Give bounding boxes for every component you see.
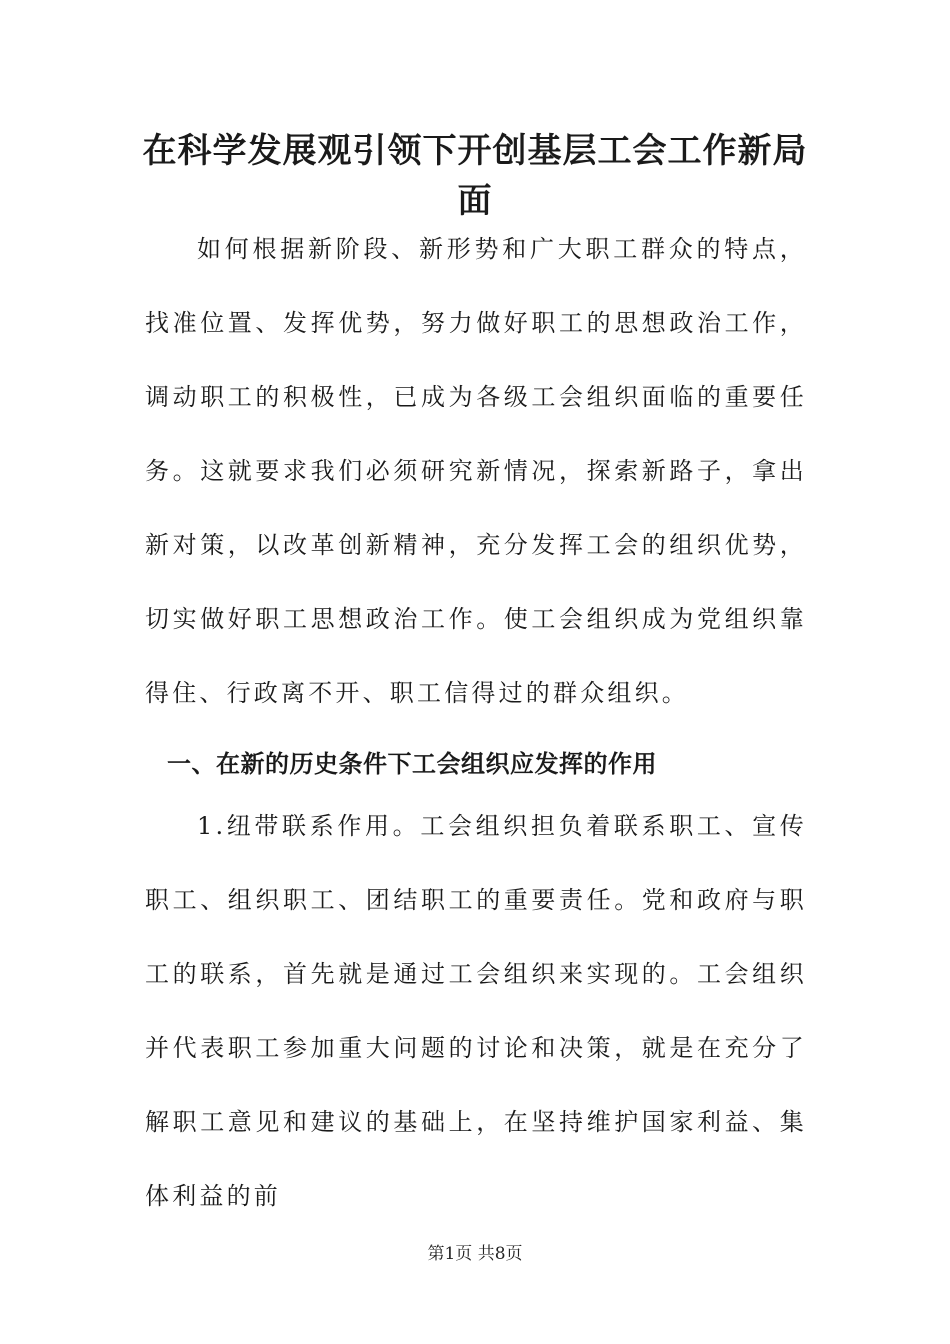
document-title: 在科学发展观引领下开创基层工会工作新局面	[142, 131, 808, 221]
page-number-footer: 第1页 共8页	[427, 1244, 523, 1264]
intro-paragraph: 如何根据新阶段、新形势和广大职工群众的特点，找准位置、发挥优势，努力做好职工的思想政治工作，调动职工的积极性，已成为各级工会组织面临的重要任务。这就要求我们必须研究新情况，探索新路子，拿出新对策，以改革创新精神，充分发挥工会的组织优势，切实做好职工思想政治工作。使工会组织成为党组织靠得住、行政离不开、职工信得过的群众组织。	[145, 235, 807, 707]
section-heading: 一、在新的历史条件下工会组织应发挥的作用	[167, 750, 657, 778]
body-paragraph: 1.纽带联系作用。工会组织担负着联系职工、宣传职工、组织职工、团结职工的重要责任。党和政府与职工的联系，首先就是通过工会组织来实现的。工会组织并代表职工参加重大问题的讨论和决策，就是在充分了解职工意见和建议的基础上，在坚持维护国家利益、集体利益的前	[145, 812, 807, 1210]
